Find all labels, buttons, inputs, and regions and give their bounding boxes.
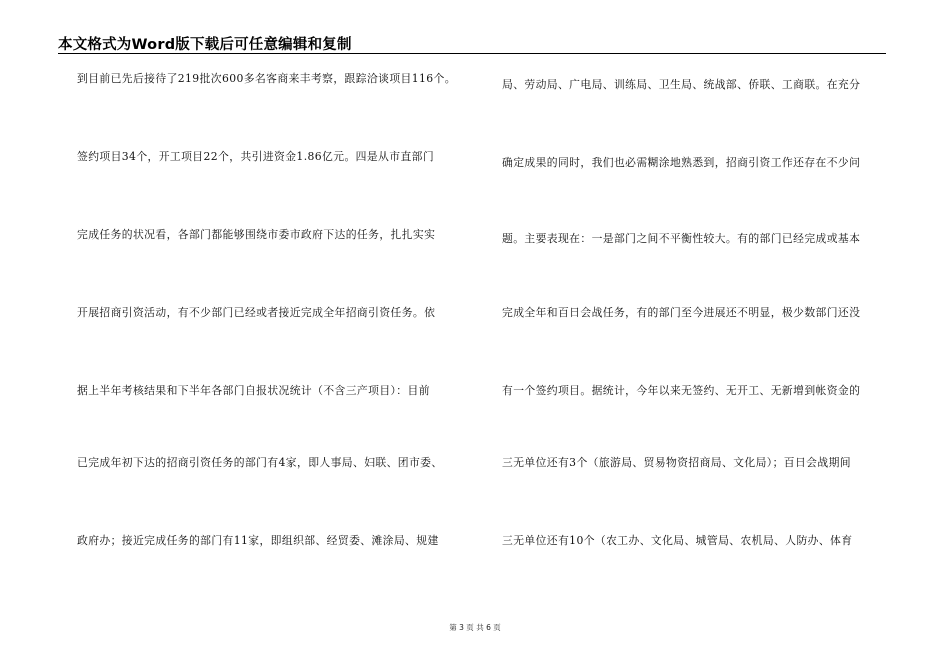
paragraph-line: 签约项目34个，开工项目22个，共引进资金1.86亿元。四是从市直部门 <box>77 150 435 163</box>
paragraph-line: 确定成果的同时，我们也必需糊涂地熟悉到，招商引资工作还存在不少问 <box>502 156 861 169</box>
paragraph-line: 题。主要表现在：一是部门之间不平衡性较大。有的部门已经完成或基本 <box>502 232 861 245</box>
page-number-footer: 第 3 页 共 6 页 <box>449 623 501 632</box>
paragraph-line: 三无单位还有3个（旅游局、贸易物资招商局、文化局）；百日会战期间 <box>502 456 851 469</box>
paragraph-line: 已完成年初下达的招商引资任务的部门有4家，即人事局、妇联、团市委、 <box>77 456 443 469</box>
paragraph-line: 有一个签约项目。据统计，今年以来无签约、无开工、无新增到帐资金的 <box>502 384 861 397</box>
header-rule <box>58 53 886 54</box>
paragraph-line: 政府办；接近完成任务的部门有11家，即组织部、经贸委、滩涂局、规建 <box>77 534 439 547</box>
page-header-title: 本文格式为Word版下载后可任意编辑和复制 <box>58 37 352 53</box>
paragraph-line: 开展招商引资活动，有不少部门已经或者接近完成全年招商引资任务。依 <box>77 306 436 319</box>
paragraph-line: 到目前已先后接待了219批次600多名客商来丰考察，跟踪洽谈项目116个。 <box>77 72 456 85</box>
paragraph-line: 完成任务的状况看，各部门都能够围绕市委市政府下达的任务，扎扎实实 <box>77 228 436 241</box>
paragraph-line: 据上半年考核结果和下半年各部门自报状况统计（不含三产项目）：目前 <box>77 384 430 397</box>
paragraph-line: 三无单位还有10个（农工办、文化局、城管局、农机局、人防办、体育 <box>502 534 853 547</box>
paragraph-line: 完成全年和百日会战任务，有的部门至今进展还不明显，极少数部门还没 <box>502 306 861 319</box>
paragraph-line: 局、劳动局、广电局、训练局、卫生局、统战部、侨联、工商联。在充分 <box>502 78 861 91</box>
